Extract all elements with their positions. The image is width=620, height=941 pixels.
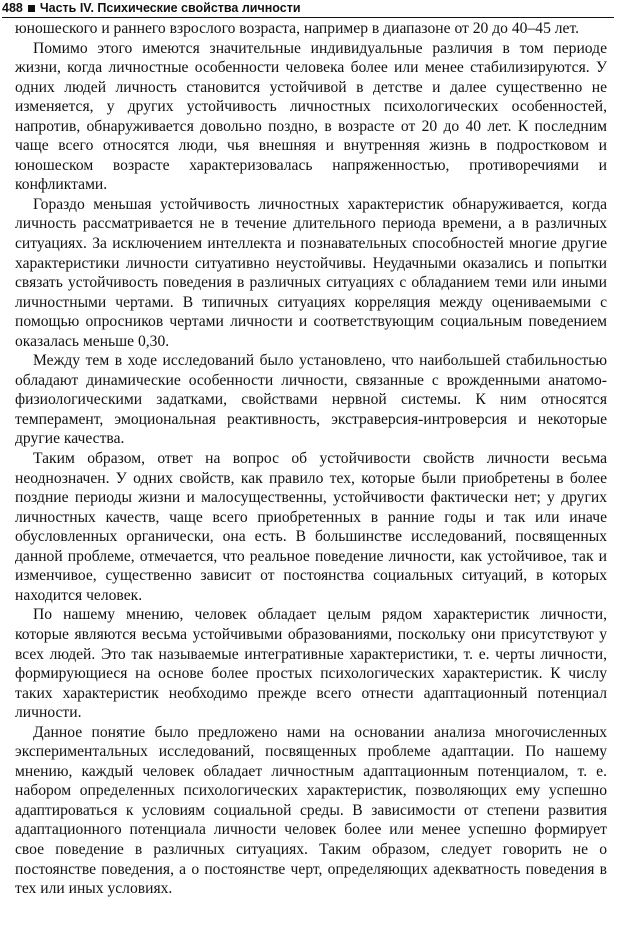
paragraph: Помимо этого имеются значительные индивидуальные различия в том периоде жизни, когда личностные особенности человека более или менее стабилизируются. У одних людей личность становится устойчивой в детстве и далее существенно не изменяется, у других устойчивость личностных психологических особенностей, напротив, обнаруживается довольно поздно, в возрасте от 20 до 40 лет. К последним чаще всего относятся люди, чья внешняя и внутренняя жизнь в подростковом и юношеском возрасте характеризовалась напряженностью, противоречиями и конфликтами. [15,39,607,194]
paragraph: По нашему мнению, человек обладает целым рядом характеристик личности, которые являются весьма устойчивыми образованиями, поскольку они присутствуют у всех людей. Это так называемые интегративные характеристики, т. е. черты личности, формирующиеся на основе более простых психологических характеристик. К числу таких характеристик необходимо прежде всего отнести адаптационный потенциал личности. [15,606,607,722]
body-text [15,19,607,899]
paragraph: Таким образом, ответ на вопрос об устойчивости свойств личности весьма неоднозначен. У одних свойств, как правило тех, которые были приобретены в более поздние периоды жизни и малосущественны, устойчивости фактически нет; у других личностных качеств, чаще всего приобретенных в ранние годы и так или иначе обусловленных органически, она есть. В большинстве исследований, посвященных данной проблеме, отмечается, что реальное поведение личности, как устойчивое, так и изменчивое, существенно зависит от постоянства социальных ситуаций, в которых находится человек. [15,450,607,604]
paragraph: Данное понятие было предложено нами на основании анализа многочисленных экспериментальных исследований, посвященных проблеме адаптации. По нашему мнению, каждый человек обладает личностным адаптационным потенциалом, т. е. набором определенных психологических характеристик, позволяющих ему успешно адаптироваться к условиям социальной среды. В зависимости от степени развития адаптационного потенциала личности человек более или менее успешно формирует свое поведение в различных ситуациях. Таким образом, следует говорить не о постоянстве поведения, а о постоянстве черт, определяющих адекватность поведения в тех или иных условиях. [15,723,607,898]
paragraph: Между тем в ходе исследований было установлено, что наибольшей стабильностью обладают динамические особенности личности, связанные с врожденными анатомо-физиологическими задатками, свойствами нервной системы. К ним относятся темперамент, эмоциональная реактивность, экстраверсия-интроверсия и некоторые другие качества. [15,352,607,448]
page-number: 488 [2,1,23,15]
paragraph: Гораздо меньшая устойчивость личностных характеристик обнаруживается, когда личность рассматривается не в течение длительного периода времени, а в различных ситуациях. За исключением интеллекта и познавательных способностей многие другие характеристики личности ситуативно неустойчивы. Неудачными оказались и попытки связать устойчивость поведения в различных ситуациях с обладанием теми или иными личностными чертами. В типичных ситуациях корреляция между оцениваемыми с помощью опросников чертами личности и соответствующим социальным поведением оказалась меньше 0,30. [15,195,607,350]
section-title: Часть IV. Психические свойства личности [39,1,301,15]
running-head [2,1,614,18]
paragraph-continued: юношеского и раннего взрослого возраста, например в диапазоне от 20 до 40–45 лет. [15,20,580,37]
square-bullet-icon [28,5,35,12]
